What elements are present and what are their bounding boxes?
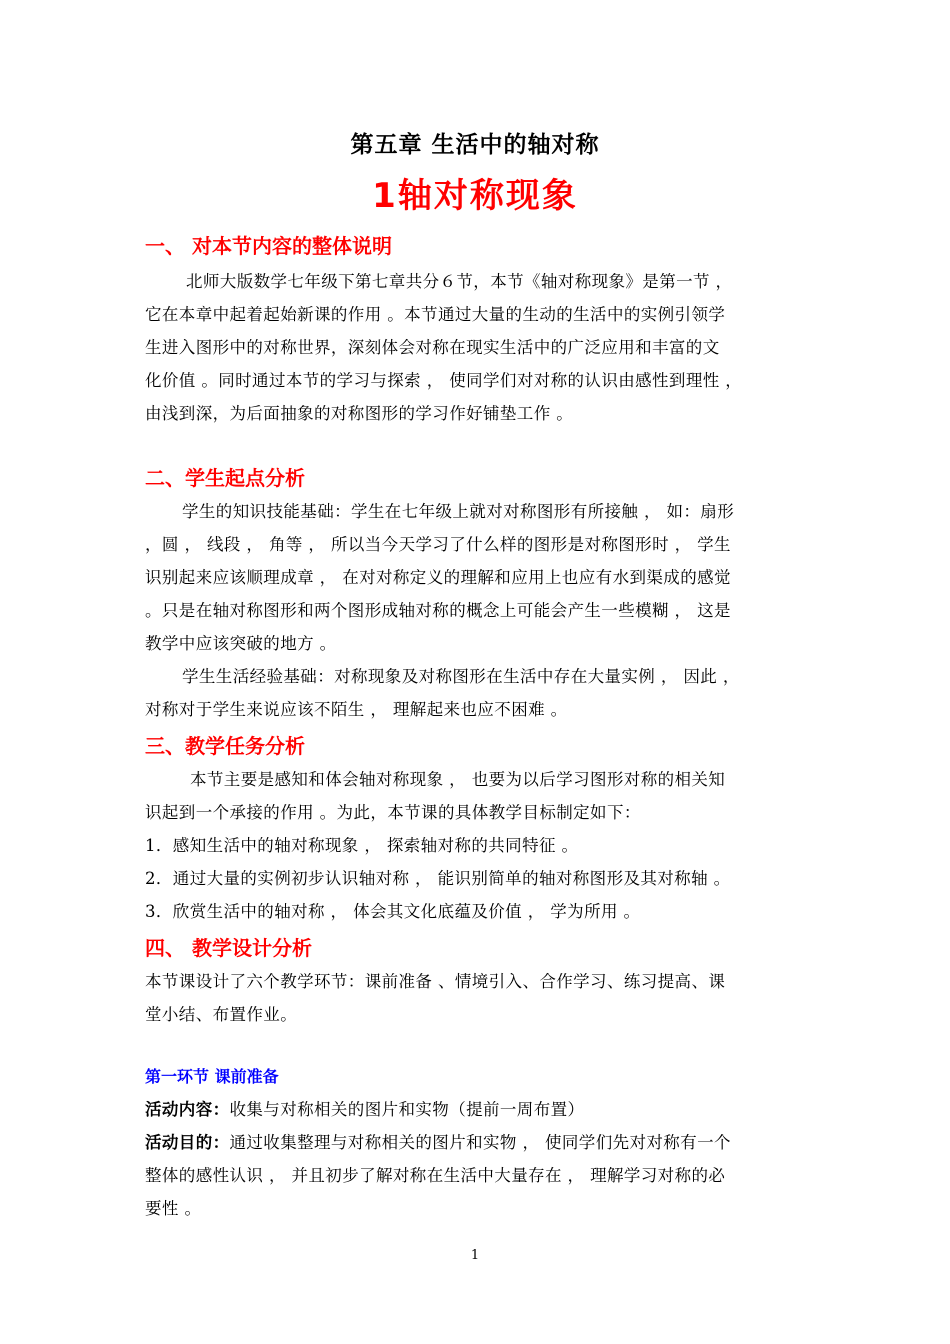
list-item: 3．欣赏生活中的轴对称 ， 体会其文化底蕴及价值 ， 学为所用 。 xyxy=(145,902,641,921)
lesson-title: 1轴对称现象 xyxy=(372,176,578,216)
paragraph-line: 本节课设计了六个教学环节：课前准备 、情境引入、合作学习、练习提高、课 xyxy=(145,972,726,991)
paragraph-line: 教学中应该突破的地方 。 xyxy=(145,634,337,653)
paragraph-line: 北师大版数学七年级下第七章共分６节，本节《轴对称现象》是第一节 ， xyxy=(186,272,733,291)
paragraph-line: 识起到一个承接的作用 。为此，本节课的具体教学目标制定如下： xyxy=(145,803,641,822)
paragraph-line: ，圆 ， 线段 ， 角等 ， 所以当今天学习了什么样的图形是对称图形时 ， 学生 xyxy=(145,535,731,554)
paragraph-line: 。只是在轴对称图形和两个图形成轴对称的概念上可能会产生一些模糊 ， 这是 xyxy=(145,601,731,620)
paragraph-line: 要性 。 xyxy=(145,1199,202,1218)
paragraph-line: 学生的知识技能基础：学生在七年级上就对对称图形有所接触 ， 如：扇形 xyxy=(182,502,735,521)
list-item: 2．通过大量的实例初步认识轴对称 ， 能识别简单的轴对称图形及其对称轴 。 xyxy=(145,869,731,888)
purpose-label: 活动目的： xyxy=(145,1133,230,1152)
paragraph-line: 本节主要是感知和体会轴对称现象 ， 也要为以后学习图形对称的相关知 xyxy=(190,770,726,789)
activity-purpose xyxy=(145,1129,731,1153)
paragraph-line: 由浅到深，为后面抽象的对称图形的学习作好铺垫工作 。 xyxy=(145,404,574,423)
paragraph-line: 识别起来应该顺理成章 ， 在对对称定义的理解和应用上也应有水到渠成的感觉 xyxy=(145,568,731,587)
paragraph-line: 它在本章中起着起始新课的作用 。本节通过大量的生动的生活中的实例引领学 xyxy=(145,305,726,324)
paragraph-line: 堂小结、布置作业。 xyxy=(145,1005,298,1024)
section-heading-3: 三、教学任务分析 xyxy=(145,734,305,758)
section-heading-4: 四、 教学设计分析 xyxy=(145,936,312,960)
paragraph-line: 化价值 。同时通过本节的学习与探索 ， 使同学们对对称的认识由感性到理性 ， xyxy=(145,371,743,390)
section-heading-1: 一、 对本节内容的整体说明 xyxy=(145,234,392,258)
page-number: 1 xyxy=(470,1248,480,1263)
activity-label: 活动内容： xyxy=(145,1100,230,1119)
chapter-title: 第五章 生活中的轴对称 xyxy=(350,132,600,158)
activity-text: 收集与对称相关的图片和实物（提前一周布置） xyxy=(229,1100,585,1119)
paragraph-line: 整体的感性认识 ， 并且初步了解对称在生活中大量存在 ， 理解学习对称的必 xyxy=(145,1166,726,1185)
list-item: 1．感知生活中的轴对称现象 ， 探索轴对称的共同特征 。 xyxy=(145,836,579,855)
paragraph-line: 生进入图形中的对称世界，深刻体会对称在现实生活中的广泛应用和丰富的文 xyxy=(145,338,720,357)
purpose-text: 通过收集整理与对称相关的图片和实物 ， 使同学们先对对称有一个 xyxy=(229,1133,731,1152)
section-heading-2: 二、学生起点分析 xyxy=(145,466,305,490)
paragraph-line: 对称对于学生来说应该不陌生 ， 理解起来也应不困难 。 xyxy=(145,700,568,719)
step-heading-1: 第一环节 课前准备 xyxy=(145,1067,279,1086)
activity-content xyxy=(145,1096,584,1120)
paragraph-line: 学生生活经验基础：对称现象及对称图形在生活中存在大量实例 ， 因此 ， xyxy=(182,667,740,686)
